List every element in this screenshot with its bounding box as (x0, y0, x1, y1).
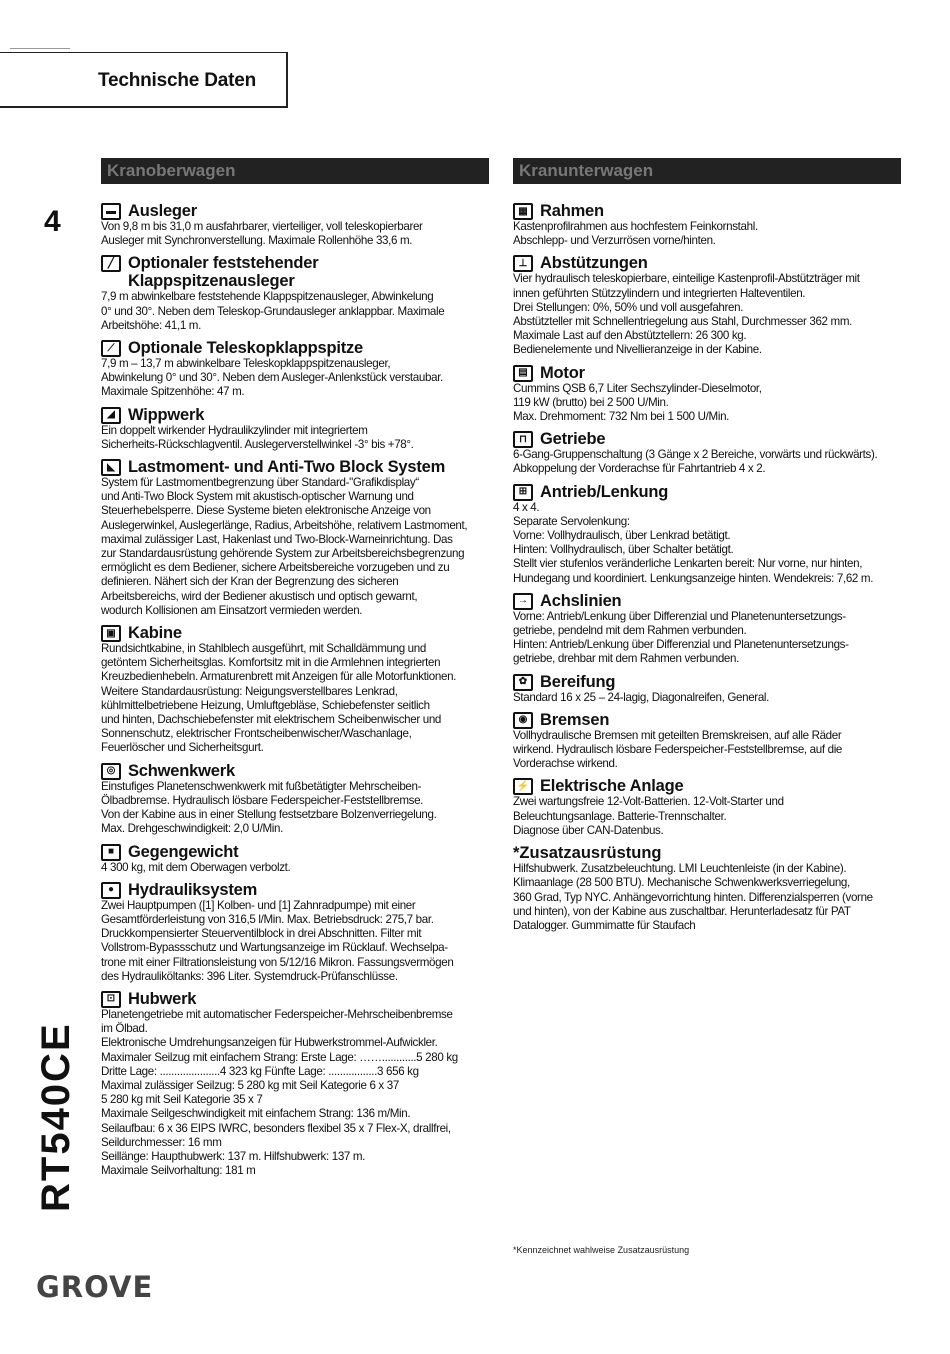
spec-section-body: System für Lastmomentbegrenzung über Standard-"Grafikdisplay“ und Anti-Two Block System mit akustisch-optischer Warnung und Steuerhebelsperre. Diese Systeme bieten elektronische Anzeige von Auslegerwinkel, Auslegerlänge, Radius, Arbeitshöhe, relativem Lastmoment, maximal zulässiger Last, Hakenlast und Two-Block-Warneinrichtung. Das zur Standardausrüstung gehörende System zur Arbeitsbereichsbegrenzung ermöglicht es dem Bediener, sichere Arbeitsbereiche vorzugeben und zu definieren. Nähert sich der Kran der Begrenzung des sicheren Arbeitsbereichs, wird der Bediener akustisch und optisch gewarnt, wodurch Kollisionen am Einsatzort vermieden werden. (101, 476, 468, 617)
spec-section-body: Vollhydraulische Bremsen mit geteilten Bremskreisen, auf alle Räder wirkend. Hydraulisch lösbare Federspeicher-Feststellbremse, auf die Vorderachse wirkend. (513, 728, 843, 771)
transmission-icon: ⊓ (513, 431, 533, 448)
spec-section-title: Ausleger (128, 202, 198, 220)
page-number: 4 (44, 205, 61, 238)
spec-section-body: Planetengetriebe mit automatischer Federspeicher-Mehrscheibenbremse im Ölbad. Elektronische Umdrehungsanzeigen für Hubwerkstrommel-Aufwickler. Maximaler Seilzug mit einfachem Strang: Erste Lage: ……............5 280 kg Dritte Lage: .....................4 323 kg Fünfte Lage: .................3 656 kg Maximal zulässiger Seilzug: 5 280 kg mit Seil Kategorie 6 x 37 5 280 kg mit Seil Kategorie 35 x 7 Maximale Seilgeschwindigkeit mit einfachem Strang: 136 m/Min. Seilaufbau: 6 x 36 EIPS IWRC, besonders flexibel 35 x 7 Flex-X, drallfrei, Seildurchmesser: 16 mm Seillänge: Haupthubwerk: 137 m. Hilfshubwerk: 137 m. Maximale Seilvorhaltung: 181 m (101, 1007, 458, 1178)
axle-icon: → (513, 593, 533, 610)
spec-section-body: 4 300 kg, mit dem Oberwagen verbolzt. (101, 860, 291, 874)
column-upper-carriage (101, 202, 493, 1184)
spec-section-title: Wippwerk (128, 405, 205, 424)
spec-section-body: Von 9,8 m bis 31,0 m ausfahrbarer, vierteiliger, voll teleskopierbarer Ausleger mit Synchronverstellung. Maximale Rollenhöhe 33,6 m. (101, 220, 423, 248)
spec-section (513, 673, 905, 705)
spec-section-title: Abstützungen (540, 254, 648, 273)
spec-section-title: Bremsen (540, 710, 610, 729)
spec-section-header (513, 592, 905, 610)
drive-icon: ⊞ (513, 484, 533, 501)
spec-section (101, 624, 493, 756)
spec-section-title: Motor (540, 363, 585, 382)
spec-section (513, 254, 905, 357)
spec-section-title: Bereifung (540, 672, 616, 691)
spec-section-header (101, 202, 493, 220)
spec-section (101, 881, 493, 984)
boom-icon: ▬ (101, 203, 121, 220)
spec-section (513, 711, 905, 772)
spec-section-title: Getriebe (540, 430, 606, 449)
spec-section-body: 7,9 m – 13,7 m abwinkelbare Teleskopklappspitzenausleger, Abwinkelung 0° und 30°. Neben dem Ausleger-Anlenkstück verstaubar. Maximale Spitzenhöhe: 47 m. (101, 357, 443, 399)
spec-section-title: Hydrauliksystem (128, 880, 258, 899)
spec-section (101, 202, 493, 248)
spec-section-body: Rundsichtkabine, in Stahlblech ausgeführt, mit Schalldämmung und getöntem Sicherheitsglas. Komfortsitz mit in die Armlehnen integrierten Kreuzbedienhebeln. Armaturenbrett mit Anzeigen für alle Motorfunktionen. Weitere Standardausrüstung: Neigungsverstellbares Lenkrad, kühlmittelbetriebene Heizung, Umluftgebläse, Schiebefenster seitlich und hinten, Dachschiebefenster mit elektrischem Scheibenwischer und Sonnenschutz, elektrischer Frontscheibenwischer/Waschanlage, Feuerlöscher und Sicherheitsgurt. (101, 642, 457, 755)
footnote: *Kennzeichnet wahlweise Zusatzausrüstung (513, 1245, 690, 1255)
spec-section (101, 843, 493, 875)
brake-icon: ◉ (513, 712, 533, 729)
spec-section-title: Achslinien (540, 591, 622, 610)
spec-section (101, 339, 493, 400)
spec-section-title: Elektrische Anlage (540, 777, 684, 796)
spec-section-body: 4 x 4. Separate Servolenkung: Vorne: Vollhydraulisch, über Lenkrad betätigt. Hinten: Vollhydraulisch, über Schalter betätigt. Stellt vier stufenlos veränderliche Lenkarten bereit: Nur vorne, nur hinten, Hundegang und koordiniert. Lenkungsanzeige hinten. Wendekreis: 7,62 m. (513, 500, 874, 585)
spec-section-header (101, 624, 493, 642)
spec-section-title: Kabine (128, 624, 182, 643)
spec-section-title: Lastmoment- und Anti-Two Block System (128, 458, 446, 477)
section-bar-lower: Kranunterwagen (513, 158, 901, 184)
spec-section-header (101, 339, 493, 357)
spec-section-body: Zwei wartungsfreie 12-Volt-Batterien. 12-Volt-Starter und Beleuchtungsanlage. Batterie-Trennschalter. Diagnose über CAN-Datenbus. (513, 795, 784, 837)
elevation-icon: ◢ (101, 407, 121, 424)
spec-section-title: Schwenkwerk (128, 761, 235, 780)
spec-section (101, 762, 493, 837)
optional-equipment-title: *Zusatzausrüstung (513, 844, 662, 863)
spec-section-header (513, 711, 905, 729)
spec-section-title: Optionaler feststehender Klappspitzenausleger (128, 254, 319, 291)
spec-section (513, 202, 905, 248)
spec-section (513, 364, 905, 425)
spec-section-header (101, 881, 493, 899)
spec-section-header (513, 483, 905, 501)
spec-section (101, 254, 493, 333)
spec-section-body: Standard 16 x 25 – 24-lagig, Diagonalreifen, General. (513, 690, 770, 704)
spec-section-header (513, 364, 905, 382)
jib-icon: ╱ (101, 255, 121, 272)
spec-section-header (513, 673, 905, 691)
tire-icon: ✿ (513, 674, 533, 691)
model-name: RT540CE (34, 1022, 78, 1212)
cab-icon: ▣ (101, 625, 121, 642)
spec-section (513, 430, 905, 476)
hydraulic-drop-icon: ● (101, 882, 121, 899)
outrigger-icon: ⊥ (513, 255, 533, 272)
counterweight-icon: ■ (101, 844, 121, 861)
telescopic-jib-icon: ⟋ (101, 340, 121, 357)
spec-section-header (513, 202, 905, 220)
spec-section (513, 592, 905, 667)
brand-logo: GROVE (36, 1270, 154, 1304)
spec-section-header (513, 254, 905, 272)
spec-section-body: 6-Gang-Gruppenschaltung (3 Gänge x 2 Bereiche, vorwärts und rückwärts). Abkoppelung der Vorderachse für Fahrtantrieb 4 x 2. (513, 448, 878, 476)
spec-section-header (513, 430, 905, 448)
spec-section-header (101, 843, 493, 861)
spec-section-header (513, 777, 905, 795)
hoist-icon: ⊡ (101, 991, 121, 1008)
spec-section-title: Rahmen (540, 202, 604, 220)
page-title: Technische Daten (98, 70, 256, 91)
spec-section-body: Kastenprofilrahmen aus hochfestem Feinkornstahl. Abschlepp- und Verzurrösen vorne/hinten. (513, 220, 758, 248)
spec-section-body: Cummins QSB 6,7 Liter Sechszylinder-Dieselmotor, 119 kW (brutto) bei 2 500 U/Min. Max. Drehmoment: 732 Nm bei 1 500 U/Min. (513, 381, 762, 424)
spec-section (101, 990, 493, 1178)
spec-section-header (101, 762, 493, 780)
spec-section-body: Zwei Hauptpumpen ([1] Kolben- und [1] Zahnradpumpe) mit einer Gesamtförderleistung von 316,5 l/Min. Max. Betriebsdruck: 275,7 bar. Druckkompensierter Steuerventilblock in drei Abschnitten. Filter mit Vollstrom-Bypassschutz und Wartungsanzeige im Rücklauf. Wechselpa- trone mit einer Filtrationsleistung von 5/12/16 Mikron. Fassungsvermögen des Hydrauliköltanks: 396 Liter. Systemdruck-Prüfanschlüsse. (101, 898, 454, 983)
spec-section-header (101, 254, 493, 290)
spec-section (101, 458, 493, 618)
spec-section-body: Einstufiges Planetenschwenkwerk mit fußbetätigter Mehrscheiben- Ölbadbremse. Hydraulisch lösbare Federspeicher-Feststellbremse. Von der Kabine aus in einer Stellung festsetzbare Bolzenverriegelung. Max. Drehgeschwindigkeit: 2,0 U/Min. (101, 779, 437, 836)
spec-section-title: Optionale Teleskopklappspitze (128, 339, 364, 358)
engine-icon: ▤ (513, 365, 533, 382)
spec-section-title: Hubwerk (128, 989, 197, 1008)
spec-section-header (101, 406, 493, 424)
spec-section-header (101, 990, 493, 1008)
spec-section-body: 7,9 m abwinkelbare feststehende Klappspitzenausleger, Abwinkelung 0° und 30°. Neben dem Teleskop-Grundausleger anklappbar. Maximale Arbeitshöhe: 41,1 m. (101, 290, 445, 332)
top-rule (10, 48, 70, 49)
spec-section-body: Vorne: Antrieb/Lenkung über Differenzial und Planetenuntersetzungs- getriebe, pendelnd mit dem Rahmen verbunden. Hinten: Antrieb/Lenkung über Differenzial und Planetenuntersetzungs- getriebe, drehbar mit dem Rahmen verbunden. (513, 609, 849, 666)
spec-section-header (101, 458, 493, 476)
electric-icon: ⚡ (513, 778, 533, 795)
frame-icon: ▦ (513, 203, 533, 220)
spec-section-body: Vier hydraulisch teleskopierbare, einteilige Kastenprofil-Abstützträger mit innen geführten Stützzylindern und integrierten Halteventilen. Drei Stellungen: 0%, 50% und voll ausgefahren. Abstützteller mit Schnellentriegelung aus Stahl, Durchmesser 362 mm. Maximale Last auf den Abstütztellern: 26 300 kg. Bedienelemente und Nivellieranzeige in der Kabine. (513, 272, 860, 357)
column-carrier (513, 202, 905, 933)
swing-icon: ◎ (101, 763, 121, 780)
load-moment-icon: ◣ (101, 459, 121, 476)
spec-section (101, 406, 493, 452)
section-bar-upper: Kranoberwagen (101, 158, 489, 184)
spec-section-body: Ein doppelt wirkender Hydraulikzylinder mit integriertem Sicherheits-Rückschlagventil. Auslegerverstellwinkel -3° bis +78°. (101, 423, 414, 451)
spec-section (513, 777, 905, 838)
spec-section-title: Gegengewicht (128, 842, 239, 861)
optional-equipment-body: Hilfshubwerk. Zusatzbeleuchtung. LMI Leuchtenleiste (in der Kabine). Klimaanlage (28 500 BTU). Mechanische Schwenkwerksverriegelung, 360 Grad, Typ NYC. Anhängevorrichtung hinten. Differenzialsperren (vorne und hinten), von der Kabine aus zuschaltbar. Herunterladesatz für PAT Datalogger. Gummimatte für Staufach (513, 862, 873, 932)
spec-section-title: Antrieb/Lenkung (540, 482, 669, 501)
spec-section (513, 483, 905, 586)
